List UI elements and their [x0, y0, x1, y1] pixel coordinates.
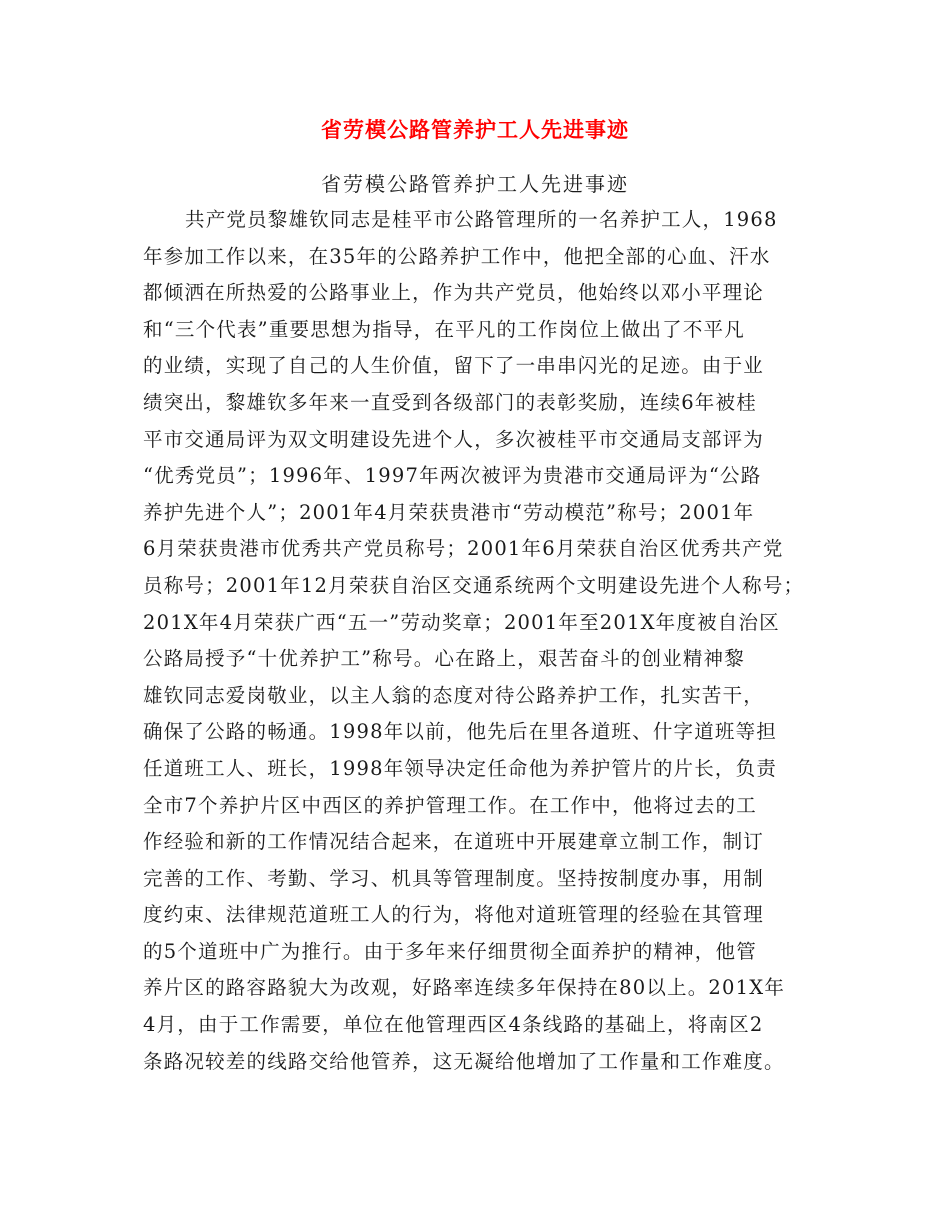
document-title: 省劳模公路管养护工人先进事迹 — [321, 117, 629, 142]
body-line: 平市交通局评为双文明建设先进个人，多次被桂平市交通局支部评为 — [143, 427, 765, 451]
body-line: 条路况较差的线路交给他管养，这无凝给他增加了工作量和工作难度。 — [143, 1049, 785, 1073]
body-line: 作经验和新的工作情况结合起来，在道班中开展建章立制工作，制订 — [143, 830, 765, 854]
body-line: “优秀党员”；1996年、1997年两次被评为贵港市交通局评为“公路 — [143, 464, 762, 488]
body-text — [143, 206, 823, 1084]
body-line: 201X年4月荣获广西“五一”劳动奖章；2001年至201X年度被自治区 — [143, 610, 780, 634]
body-line: 养片区的路容路貌大为改观，好路率连续多年保持在80以上。201X年 — [143, 976, 786, 1000]
document-subtitle: 省劳模公路管养护工人先进事迹 — [321, 172, 629, 196]
body-line: 完善的工作、考勤、学习、机具等管理制度。坚持按制度办事，用制 — [143, 866, 765, 890]
body-line: 全市7个养护片区中西区的养护管理工作。在工作中，他将过去的工 — [143, 793, 757, 817]
body-line: 员称号；2001年12月荣获自治区交通系统两个文明建设先进个人称号； — [143, 573, 805, 597]
body-line: 的5个道班中广为推行。由于多年来仔细贯彻全面养护的精神，他管 — [143, 939, 757, 963]
body-line: 确保了公路的畅通。1998年以前，他先后在里各道班、什字道班等担 — [143, 720, 778, 744]
body-line: 年参加工作以来，在35年的公路养护工作中，他把全部的心血、汗水 — [143, 244, 771, 268]
body-line: 任道班工人、班长，1998年领导决定任命他为养护管片的片长，负责 — [143, 756, 778, 780]
body-line: 共产党员黎雄钦同志是桂平市公路管理所的一名养护工人，1968 — [185, 208, 778, 231]
body-line: 公路局授予“十优养护工”称号。心在路上，艰苦奋斗的创业精神黎 — [143, 647, 745, 671]
body-line: 雄钦同志爱岗敬业，以主人翁的态度对待公路养护工作，扎实苦干， — [143, 683, 765, 707]
body-line: 度约束、法律规范道班工人的行为，将他对道班管理的经验在其管理 — [143, 903, 765, 927]
body-line: 养护先进个人”；2001年4月荣获贵港市“劳动模范”称号；2001年 — [143, 500, 755, 524]
body-line: 的业绩，实现了自己的人生价值，留下了一串串闪光的足迹。由于业 — [143, 354, 765, 378]
body-line: 都倾洒在所热爱的公路事业上，作为共产党员，他始终以邓小平理论 — [143, 281, 765, 305]
body-line: 6月荣获贵港市优秀共产党员称号；2001年6月荣获自治区优秀共产党 — [143, 537, 784, 561]
body-line: 绩突出，黎雄钦多年来一直受到各级部门的表彰奖励，连续6年被桂 — [143, 390, 757, 414]
body-line: 4月，由于工作需要，单位在他管理西区4条线路的基础上，将南区2 — [143, 1013, 764, 1037]
body-line: 和“三个代表”重要思想为指导，在平凡的工作岗位上做出了不平凡 — [143, 317, 745, 341]
